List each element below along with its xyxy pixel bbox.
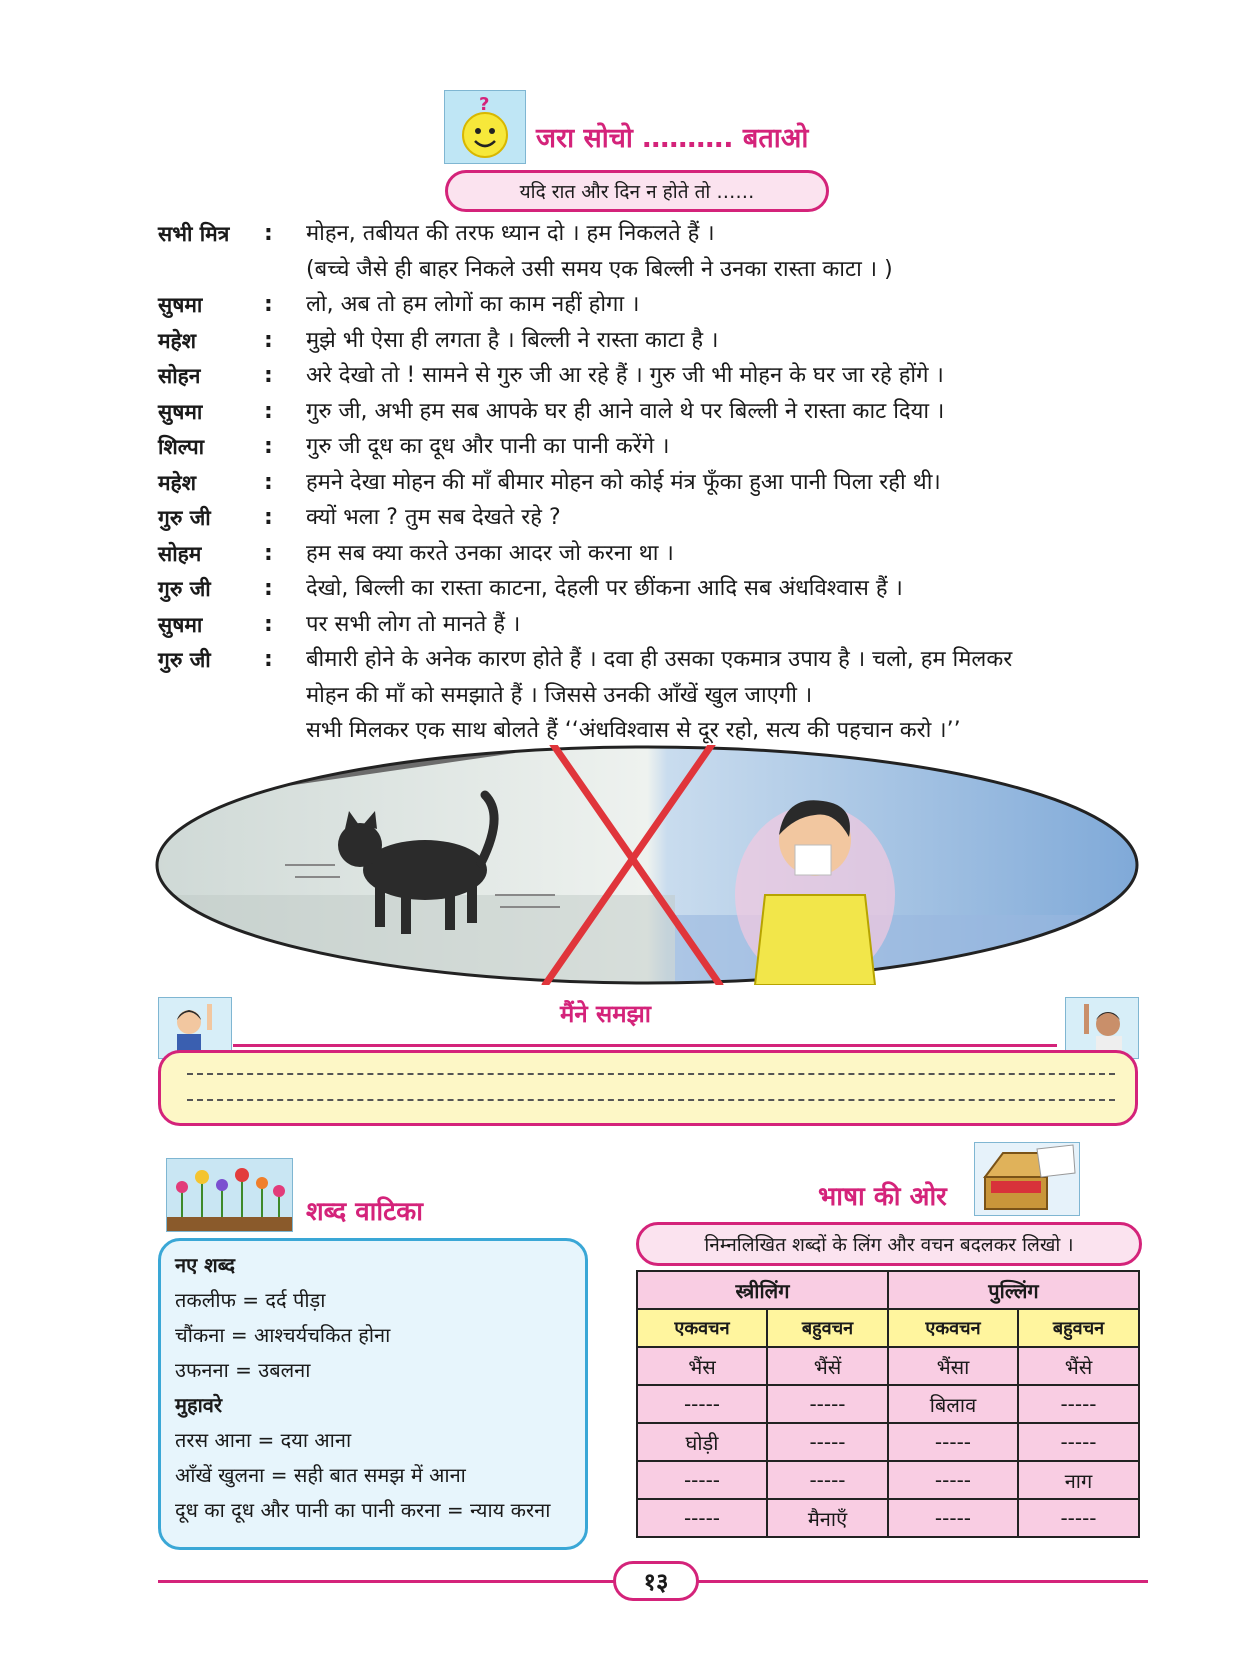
grammar-title: भाषा की ओर [818,1182,947,1212]
vocab-item: तकलीफ = दर्द पीड़ा [175,1288,326,1312]
table-cell: भैंसा [888,1347,1018,1385]
speaker-name: गुरु जी [158,647,211,672]
table-header-row [637,1271,1139,1309]
dialogue-section [158,216,1118,749]
dialogue-line [158,358,1118,394]
colon: : [264,363,273,388]
divider [233,1044,1057,1047]
plural-header: बहुवचन [1018,1309,1139,1347]
colon: : [264,398,273,424]
colon: : [264,540,273,566]
dialogue-line [158,536,1118,572]
vocab-item: उफनना = उबलना [175,1358,311,1382]
dialogue-line [158,429,1118,465]
flower-garden-icon [166,1158,293,1232]
idiom-item: आँखें खुलना = सही बात समझ में आना [175,1463,466,1487]
dialogue-line [158,642,1118,678]
speaker-name: महेश [158,327,196,353]
dialogue-text: देखो, बिल्ली का रास्ता काटना, देहली पर छींकना आदि सब अंधविश्वास हैं । [306,576,903,601]
table-cell[interactable]: ----- [767,1385,888,1423]
table-row [637,1347,1139,1385]
dialogue-text: मोहन, तबीयत की तरफ ध्यान दो । हम निकलते हैं । [306,221,715,246]
dialogue-line [158,394,1118,430]
table-row [637,1423,1139,1461]
speaker-name: सुषमा [158,292,203,317]
table-row [637,1385,1139,1423]
dialogue-text: पर सभी लोग तो मानते हैं । [306,611,521,637]
dialogue-text: बीमारी होने के अनेक कारण होते हैं । दवा ही उसका एकमात्र उपाय है । चलो, हम मिलकर [306,647,1013,672]
instruction-banner: निम्नलिखित शब्दों के लिंग और वचन बदलकर लिखो । [636,1222,1142,1266]
table-row [637,1461,1139,1499]
colon: : [264,327,273,353]
table-cell: भैंस [637,1347,767,1385]
speaker-name: गुरु जी [158,505,211,530]
dialogue-line [158,465,1118,501]
dialogue-text: लो, अब तो हम लोगों का काम नहीं होगा । [306,292,640,317]
dialogue-line [158,571,1118,607]
idioms-heading: मुहावरे [175,1393,223,1417]
dialogue-line [158,678,1118,714]
table-cell: नाग [1018,1461,1139,1499]
table-cell[interactable]: ----- [637,1461,767,1499]
dialogue-text: हम सब क्या करते उनका आदर जो करना था । [306,540,674,566]
treasure-box-icon [974,1142,1080,1216]
table-cell[interactable]: ----- [1018,1385,1139,1423]
table-cell: मैनाएँ [767,1499,888,1537]
topic-banner: यदि रात और दिन न होते तो …… [445,170,829,212]
colon: : [264,434,273,459]
table-cell[interactable]: ----- [767,1423,888,1461]
colon: : [264,292,273,317]
dialogue-line [158,713,1118,749]
singular-header: एकवचन [888,1309,1018,1347]
svg-text:?: ? [479,94,490,115]
dialogue-line [158,323,1118,359]
table-cell[interactable]: ----- [888,1461,1018,1499]
table-cell[interactable]: ----- [637,1385,767,1423]
singular-header: एकवचन [637,1309,767,1347]
table-cell: बिलाव [888,1385,1018,1423]
page-number: १३ [613,1561,699,1601]
dialogue-line [158,607,1118,643]
speaker-name: गुरु जी [158,576,211,601]
table-row [637,1499,1139,1537]
masculine-header: पुल्लिंग [888,1271,1139,1309]
colon: : [264,221,273,246]
plural-header: बहुवचन [767,1309,888,1347]
colon: : [264,611,273,637]
speaker-name: सुषमा [158,611,203,637]
table-cell[interactable]: ----- [1018,1423,1139,1461]
understood-title: मैंने समझा [560,1000,651,1028]
dialogue-text: हमने देखा मोहन की माँ बीमार मोहन को कोई मंत्र फूँका हुआ पानी पिला रही थी। [306,469,941,495]
table-cell: भैंसे [1018,1347,1139,1385]
dialogue-line [158,500,1118,536]
feminine-header: स्त्रीलिंग [637,1271,888,1309]
table-cell[interactable]: ----- [767,1461,888,1499]
table-subheader-row [637,1309,1139,1347]
smiley-question-icon [444,90,526,164]
dialogue-line [158,216,1118,252]
dialogue-text: गुरु जी दूध का दूध और पानी का पानी करेंगे । [306,434,670,459]
speaker-name: सभी मित्र [158,221,230,246]
colon: : [264,647,273,672]
table-cell[interactable]: ----- [637,1499,767,1537]
dialogue-text: सभी मिलकर एक साथ बोलते हैं ‘‘अंधविश्वास से दूर रहो, सत्य की पहचान करो ।’’ [306,718,961,743]
new-words-heading: नए शब्द [175,1253,236,1277]
dialogue-text: गुरु जी, अभी हम सब आपके घर ही आने वाले थे पर बिल्ली ने रास्ता काट दिया । [306,398,945,424]
idiom-item: तरस आना = दया आना [175,1428,352,1452]
page-title: जरा सोचो ………. बताओ [536,123,809,154]
dialogue-text: मुझे भी ऐसा ही लगता है । बिल्ली ने रास्ता काटा है । [306,327,719,353]
dialogue-text: मोहन की माँ को समझाते हैं । जिससे उनकी आँखें खुल जाएगी । [306,682,813,708]
dialogue-text: अरे देखो तो ! सामने से गुरु जी आ रहे हैं । गुरु जी भी मोहन के घर जा रहे होंगे । [306,363,944,388]
table-cell[interactable]: ----- [888,1499,1018,1537]
speaker-name: सोहम [158,540,202,566]
superstition-illustration [155,745,1140,985]
vocab-box [158,1238,588,1550]
dialogue-line [158,252,1118,288]
vocab-title: शब्द वाटिका [306,1197,423,1227]
answer-line-2[interactable] [187,1099,1115,1101]
dialogue-text: क्यों भला ? तुम सब देखते रहे ? [306,505,561,530]
answer-box[interactable] [158,1050,1138,1126]
speaker-name: शिल्पा [158,434,205,459]
idiom-item: दूध का दूध और पानी का पानी करना = न्याय करना [175,1498,551,1522]
table-cell[interactable]: ----- [1018,1499,1139,1537]
dialogue-text: (बच्चे जैसे ही बाहर निकले उसी समय एक बिल्ली ने उनका रास्ता काटा । ) [306,256,893,282]
answer-line-1[interactable] [187,1073,1115,1075]
dialogue-line [158,287,1118,323]
colon: : [264,505,273,530]
speaker-name: सुषमा [158,398,203,424]
colon: : [264,469,273,495]
vocab-item: चौंकना = आश्चर्यचकित होना [175,1323,391,1347]
speaker-name: सोहन [158,363,201,388]
table-cell: घोड़ी [637,1423,767,1461]
speaker-name: महेश [158,469,196,495]
gender-number-table [636,1270,1140,1538]
colon: : [264,576,273,601]
table-cell[interactable]: ----- [888,1423,1018,1461]
table-cell: भैंसें [767,1347,888,1385]
